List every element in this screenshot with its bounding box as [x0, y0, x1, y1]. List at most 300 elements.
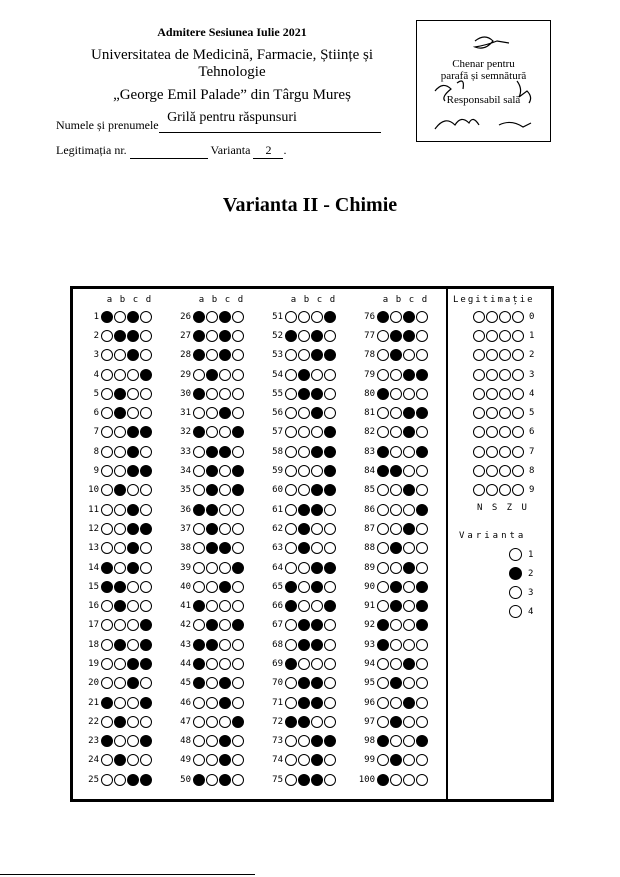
legitimation-bubble[interactable]	[473, 426, 485, 438]
answer-bubble-b[interactable]	[114, 311, 126, 323]
answer-bubble-a[interactable]	[285, 369, 297, 381]
answer-bubble-d[interactable]	[324, 311, 336, 323]
answer-bubble-b[interactable]	[390, 349, 402, 361]
answer-bubble-a[interactable]	[101, 504, 113, 516]
answer-bubble-c[interactable]	[403, 735, 415, 747]
answer-bubble-d[interactable]	[416, 369, 428, 381]
answer-bubble-d[interactable]	[140, 484, 152, 496]
legitimation-bubble[interactable]	[486, 426, 498, 438]
variant-bubble[interactable]	[509, 586, 522, 599]
answer-bubble-b[interactable]	[206, 388, 218, 400]
answer-bubble-c[interactable]	[127, 716, 139, 728]
legitimation-bubble[interactable]	[473, 330, 485, 342]
answer-bubble-b[interactable]	[114, 388, 126, 400]
answer-bubble-d[interactable]	[232, 369, 244, 381]
answer-bubble-b[interactable]	[206, 581, 218, 593]
answer-bubble-c[interactable]	[219, 581, 231, 593]
answer-bubble-d[interactable]	[324, 562, 336, 574]
answer-bubble-d[interactable]	[140, 754, 152, 766]
answer-bubble-b[interactable]	[206, 619, 218, 631]
answer-bubble-b[interactable]	[298, 523, 310, 535]
answer-bubble-d[interactable]	[416, 349, 428, 361]
answer-bubble-c[interactable]	[311, 311, 323, 323]
answer-bubble-d[interactable]	[416, 735, 428, 747]
answer-bubble-a[interactable]	[285, 774, 297, 786]
answer-bubble-b[interactable]	[390, 639, 402, 651]
answer-bubble-b[interactable]	[206, 349, 218, 361]
answer-bubble-c[interactable]	[403, 426, 415, 438]
answer-bubble-d[interactable]	[324, 639, 336, 651]
answer-bubble-a[interactable]	[377, 349, 389, 361]
answer-bubble-c[interactable]	[219, 388, 231, 400]
legitimation-bubble[interactable]	[499, 407, 511, 419]
answer-bubble-c[interactable]	[311, 600, 323, 612]
answer-bubble-c[interactable]	[127, 639, 139, 651]
legitimation-bubble[interactable]	[512, 446, 524, 458]
answer-bubble-b[interactable]	[114, 600, 126, 612]
answer-bubble-a[interactable]	[193, 330, 205, 342]
answer-bubble-d[interactable]	[232, 311, 244, 323]
answer-bubble-c[interactable]	[219, 407, 231, 419]
answer-bubble-b[interactable]	[298, 388, 310, 400]
answer-bubble-d[interactable]	[416, 446, 428, 458]
answer-bubble-d[interactable]	[324, 600, 336, 612]
answer-bubble-a[interactable]	[285, 465, 297, 477]
answer-bubble-b[interactable]	[114, 426, 126, 438]
answer-bubble-d[interactable]	[324, 426, 336, 438]
legitimation-bubble[interactable]	[499, 484, 511, 496]
answer-bubble-d[interactable]	[140, 407, 152, 419]
answer-bubble-d[interactable]	[416, 754, 428, 766]
answer-bubble-c[interactable]	[219, 697, 231, 709]
answer-bubble-c[interactable]	[403, 619, 415, 631]
name-field[interactable]	[56, 118, 381, 133]
answer-bubble-d[interactable]	[416, 600, 428, 612]
answer-bubble-c[interactable]	[403, 484, 415, 496]
answer-bubble-b[interactable]	[390, 697, 402, 709]
answer-bubble-c[interactable]	[403, 754, 415, 766]
answer-bubble-a[interactable]	[101, 562, 113, 574]
answer-bubble-d[interactable]	[324, 542, 336, 554]
legitimation-bubble[interactable]	[486, 369, 498, 381]
answer-bubble-a[interactable]	[377, 754, 389, 766]
answer-bubble-c[interactable]	[403, 716, 415, 728]
answer-bubble-a[interactable]	[193, 523, 205, 535]
answer-bubble-a[interactable]	[101, 311, 113, 323]
answer-bubble-c[interactable]	[127, 658, 139, 670]
answer-bubble-d[interactable]	[140, 716, 152, 728]
answer-bubble-d[interactable]	[140, 542, 152, 554]
answer-bubble-b[interactable]	[298, 619, 310, 631]
legitimation-bubble[interactable]	[512, 484, 524, 496]
answer-bubble-c[interactable]	[311, 581, 323, 593]
answer-bubble-a[interactable]	[377, 658, 389, 670]
answer-bubble-d[interactable]	[140, 504, 152, 516]
answer-bubble-b[interactable]	[390, 774, 402, 786]
answer-bubble-c[interactable]	[127, 754, 139, 766]
answer-bubble-a[interactable]	[101, 465, 113, 477]
answer-bubble-b[interactable]	[390, 754, 402, 766]
answer-bubble-b[interactable]	[298, 504, 310, 516]
answer-bubble-b[interactable]	[114, 774, 126, 786]
answer-bubble-c[interactable]	[311, 658, 323, 670]
answer-bubble-d[interactable]	[232, 581, 244, 593]
variant-value[interactable]: 2	[253, 143, 283, 159]
answer-bubble-d[interactable]	[416, 542, 428, 554]
answer-bubble-b[interactable]	[206, 311, 218, 323]
answer-bubble-a[interactable]	[101, 484, 113, 496]
answer-bubble-c[interactable]	[311, 562, 323, 574]
variant-bubble[interactable]	[509, 548, 522, 561]
legitimation-bubble[interactable]	[512, 407, 524, 419]
answer-bubble-d[interactable]	[324, 754, 336, 766]
answer-bubble-b[interactable]	[298, 677, 310, 689]
answer-bubble-b[interactable]	[390, 407, 402, 419]
answer-bubble-b[interactable]	[206, 369, 218, 381]
answer-bubble-c[interactable]	[403, 542, 415, 554]
answer-bubble-c[interactable]	[127, 735, 139, 747]
answer-bubble-d[interactable]	[232, 658, 244, 670]
answer-bubble-d[interactable]	[140, 581, 152, 593]
answer-bubble-c[interactable]	[127, 774, 139, 786]
answer-bubble-a[interactable]	[285, 697, 297, 709]
variant-bubble[interactable]	[509, 567, 522, 580]
answer-bubble-a[interactable]	[285, 677, 297, 689]
answer-bubble-c[interactable]	[219, 349, 231, 361]
answer-bubble-a[interactable]	[285, 484, 297, 496]
answer-bubble-b[interactable]	[298, 735, 310, 747]
legitimation-bubble[interactable]	[473, 446, 485, 458]
answer-bubble-b[interactable]	[206, 639, 218, 651]
answer-bubble-c[interactable]	[311, 523, 323, 535]
answer-bubble-b[interactable]	[114, 639, 126, 651]
answer-bubble-d[interactable]	[416, 311, 428, 323]
answer-bubble-c[interactable]	[127, 562, 139, 574]
answer-bubble-c[interactable]	[127, 465, 139, 477]
answer-bubble-d[interactable]	[140, 523, 152, 535]
answer-bubble-a[interactable]	[285, 523, 297, 535]
answer-bubble-c[interactable]	[403, 407, 415, 419]
answer-bubble-b[interactable]	[114, 369, 126, 381]
answer-bubble-c[interactable]	[403, 504, 415, 516]
answer-bubble-a[interactable]	[101, 774, 113, 786]
answer-bubble-d[interactable]	[324, 523, 336, 535]
answer-bubble-b[interactable]	[206, 504, 218, 516]
answer-bubble-b[interactable]	[390, 581, 402, 593]
answer-bubble-b[interactable]	[114, 735, 126, 747]
legitimation-bubble[interactable]	[473, 407, 485, 419]
answer-bubble-b[interactable]	[114, 581, 126, 593]
answer-bubble-a[interactable]	[285, 504, 297, 516]
answer-bubble-c[interactable]	[219, 330, 231, 342]
answer-bubble-c[interactable]	[127, 330, 139, 342]
answer-bubble-c[interactable]	[311, 639, 323, 651]
answer-bubble-b[interactable]	[206, 446, 218, 458]
answer-bubble-d[interactable]	[416, 562, 428, 574]
answer-bubble-d[interactable]	[140, 658, 152, 670]
legitimation-bubble[interactable]	[486, 446, 498, 458]
answer-bubble-a[interactable]	[193, 735, 205, 747]
answer-bubble-a[interactable]	[285, 426, 297, 438]
answer-bubble-a[interactable]	[193, 484, 205, 496]
answer-bubble-b[interactable]	[390, 677, 402, 689]
answer-bubble-b[interactable]	[298, 581, 310, 593]
answer-bubble-d[interactable]	[232, 330, 244, 342]
answer-bubble-d[interactable]	[324, 504, 336, 516]
answer-bubble-a[interactable]	[285, 658, 297, 670]
answer-bubble-a[interactable]	[285, 639, 297, 651]
answer-bubble-d[interactable]	[232, 716, 244, 728]
answer-bubble-b[interactable]	[390, 330, 402, 342]
answer-bubble-a[interactable]	[377, 311, 389, 323]
answer-bubble-b[interactable]	[206, 754, 218, 766]
answer-bubble-d[interactable]	[232, 677, 244, 689]
answer-bubble-d[interactable]	[416, 658, 428, 670]
legitimation-bubble[interactable]	[512, 426, 524, 438]
answer-bubble-c[interactable]	[127, 426, 139, 438]
answer-bubble-c[interactable]	[311, 484, 323, 496]
answer-bubble-b[interactable]	[114, 504, 126, 516]
answer-bubble-a[interactable]	[377, 388, 389, 400]
answer-bubble-c[interactable]	[311, 677, 323, 689]
answer-bubble-c[interactable]	[219, 677, 231, 689]
legitimation-bubble[interactable]	[499, 426, 511, 438]
answer-bubble-c[interactable]	[403, 697, 415, 709]
answer-bubble-b[interactable]	[390, 484, 402, 496]
answer-bubble-a[interactable]	[193, 542, 205, 554]
answer-bubble-c[interactable]	[403, 600, 415, 612]
answer-bubble-c[interactable]	[219, 523, 231, 535]
answer-bubble-a[interactable]	[377, 484, 389, 496]
answer-bubble-d[interactable]	[232, 774, 244, 786]
answer-bubble-d[interactable]	[140, 677, 152, 689]
answer-bubble-c[interactable]	[311, 754, 323, 766]
answer-bubble-b[interactable]	[298, 446, 310, 458]
legitimation-bubble[interactable]	[473, 465, 485, 477]
answer-bubble-c[interactable]	[403, 677, 415, 689]
answer-bubble-c[interactable]	[311, 426, 323, 438]
answer-bubble-d[interactable]	[416, 697, 428, 709]
name-input[interactable]	[159, 120, 381, 133]
answer-bubble-a[interactable]	[193, 465, 205, 477]
answer-bubble-d[interactable]	[140, 330, 152, 342]
answer-bubble-d[interactable]	[232, 465, 244, 477]
answer-bubble-c[interactable]	[219, 658, 231, 670]
legitimation-bubble[interactable]	[473, 484, 485, 496]
answer-bubble-a[interactable]	[101, 697, 113, 709]
answer-bubble-a[interactable]	[377, 407, 389, 419]
answer-bubble-d[interactable]	[416, 774, 428, 786]
answer-bubble-c[interactable]	[219, 716, 231, 728]
answer-bubble-c[interactable]	[127, 600, 139, 612]
answer-bubble-b[interactable]	[114, 407, 126, 419]
answer-bubble-a[interactable]	[377, 619, 389, 631]
answer-bubble-b[interactable]	[298, 562, 310, 574]
legitimation-bubble[interactable]	[473, 311, 485, 323]
answer-bubble-a[interactable]	[193, 774, 205, 786]
answer-bubble-a[interactable]	[101, 716, 113, 728]
answer-bubble-d[interactable]	[416, 388, 428, 400]
answer-bubble-b[interactable]	[390, 426, 402, 438]
answer-bubble-c[interactable]	[219, 735, 231, 747]
answer-bubble-d[interactable]	[416, 484, 428, 496]
answer-bubble-c[interactable]	[311, 697, 323, 709]
answer-bubble-a[interactable]	[285, 330, 297, 342]
answer-bubble-c[interactable]	[403, 581, 415, 593]
answer-bubble-c[interactable]	[403, 562, 415, 574]
answer-bubble-a[interactable]	[285, 446, 297, 458]
answer-bubble-a[interactable]	[101, 523, 113, 535]
answer-bubble-d[interactable]	[140, 562, 152, 574]
answer-bubble-c[interactable]	[403, 639, 415, 651]
answer-bubble-b[interactable]	[298, 774, 310, 786]
legitimation-bubble[interactable]	[499, 465, 511, 477]
answer-bubble-b[interactable]	[298, 349, 310, 361]
answer-bubble-a[interactable]	[101, 619, 113, 631]
answer-bubble-a[interactable]	[377, 600, 389, 612]
answer-bubble-a[interactable]	[193, 697, 205, 709]
answer-bubble-a[interactable]	[101, 581, 113, 593]
answer-bubble-b[interactable]	[206, 407, 218, 419]
answer-bubble-b[interactable]	[206, 658, 218, 670]
answer-bubble-a[interactable]	[377, 523, 389, 535]
answer-bubble-d[interactable]	[324, 658, 336, 670]
answer-bubble-c[interactable]	[219, 446, 231, 458]
legitimation-bubble[interactable]	[486, 311, 498, 323]
answer-bubble-d[interactable]	[324, 446, 336, 458]
answer-bubble-a[interactable]	[101, 639, 113, 651]
answer-bubble-c[interactable]	[311, 619, 323, 631]
answer-bubble-a[interactable]	[285, 735, 297, 747]
answer-bubble-a[interactable]	[377, 639, 389, 651]
answer-bubble-c[interactable]	[219, 484, 231, 496]
answer-bubble-a[interactable]	[193, 658, 205, 670]
answer-bubble-c[interactable]	[311, 388, 323, 400]
answer-bubble-b[interactable]	[298, 330, 310, 342]
answer-bubble-b[interactable]	[206, 677, 218, 689]
answer-bubble-c[interactable]	[127, 311, 139, 323]
answer-bubble-b[interactable]	[390, 446, 402, 458]
answer-bubble-c[interactable]	[403, 369, 415, 381]
answer-bubble-c[interactable]	[219, 619, 231, 631]
answer-bubble-a[interactable]	[101, 677, 113, 689]
answer-bubble-b[interactable]	[206, 542, 218, 554]
answer-bubble-d[interactable]	[140, 774, 152, 786]
answer-bubble-d[interactable]	[416, 677, 428, 689]
answer-bubble-a[interactable]	[101, 754, 113, 766]
answer-bubble-d[interactable]	[232, 562, 244, 574]
answer-bubble-b[interactable]	[390, 369, 402, 381]
answer-bubble-a[interactable]	[377, 446, 389, 458]
answer-bubble-c[interactable]	[311, 465, 323, 477]
answer-bubble-b[interactable]	[206, 426, 218, 438]
legitimation-bubble[interactable]	[512, 349, 524, 361]
answer-bubble-d[interactable]	[324, 465, 336, 477]
answer-bubble-a[interactable]	[285, 349, 297, 361]
answer-bubble-d[interactable]	[324, 484, 336, 496]
answer-bubble-a[interactable]	[101, 388, 113, 400]
legitimation-bubble[interactable]	[512, 311, 524, 323]
answer-bubble-b[interactable]	[390, 735, 402, 747]
answer-bubble-d[interactable]	[140, 349, 152, 361]
answer-bubble-c[interactable]	[127, 677, 139, 689]
answer-bubble-b[interactable]	[114, 523, 126, 535]
answer-bubble-c[interactable]	[127, 581, 139, 593]
answer-bubble-b[interactable]	[114, 697, 126, 709]
answer-bubble-c[interactable]	[219, 562, 231, 574]
answer-bubble-d[interactable]	[232, 639, 244, 651]
answer-bubble-c[interactable]	[127, 369, 139, 381]
answer-bubble-a[interactable]	[193, 388, 205, 400]
answer-bubble-c[interactable]	[219, 369, 231, 381]
answer-bubble-c[interactable]	[219, 311, 231, 323]
answer-bubble-b[interactable]	[390, 562, 402, 574]
answer-bubble-b[interactable]	[390, 504, 402, 516]
answer-bubble-c[interactable]	[127, 349, 139, 361]
answer-bubble-c[interactable]	[311, 504, 323, 516]
answer-bubble-d[interactable]	[324, 716, 336, 728]
answer-bubble-d[interactable]	[232, 735, 244, 747]
answer-bubble-b[interactable]	[390, 619, 402, 631]
answer-bubble-d[interactable]	[416, 465, 428, 477]
answer-bubble-a[interactable]	[377, 697, 389, 709]
answer-bubble-b[interactable]	[206, 523, 218, 535]
legitimation-bubble[interactable]	[512, 388, 524, 400]
answer-bubble-c[interactable]	[219, 465, 231, 477]
answer-bubble-c[interactable]	[311, 349, 323, 361]
answer-bubble-a[interactable]	[285, 311, 297, 323]
answer-bubble-a[interactable]	[377, 735, 389, 747]
answer-bubble-d[interactable]	[232, 388, 244, 400]
answer-bubble-b[interactable]	[390, 716, 402, 728]
answer-bubble-b[interactable]	[114, 677, 126, 689]
answer-bubble-d[interactable]	[140, 369, 152, 381]
answer-bubble-d[interactable]	[140, 735, 152, 747]
answer-bubble-b[interactable]	[114, 465, 126, 477]
answer-bubble-b[interactable]	[114, 349, 126, 361]
answer-bubble-d[interactable]	[140, 311, 152, 323]
answer-bubble-b[interactable]	[390, 388, 402, 400]
answer-bubble-a[interactable]	[101, 426, 113, 438]
answer-bubble-d[interactable]	[324, 619, 336, 631]
answer-bubble-b[interactable]	[298, 369, 310, 381]
answer-bubble-d[interactable]	[416, 330, 428, 342]
answer-bubble-d[interactable]	[140, 446, 152, 458]
answer-bubble-d[interactable]	[232, 619, 244, 631]
answer-bubble-b[interactable]	[206, 716, 218, 728]
answer-bubble-b[interactable]	[298, 311, 310, 323]
answer-bubble-a[interactable]	[285, 600, 297, 612]
answer-bubble-b[interactable]	[390, 523, 402, 535]
answer-bubble-d[interactable]	[232, 446, 244, 458]
answer-bubble-c[interactable]	[403, 774, 415, 786]
legitimation-bubble[interactable]	[486, 349, 498, 361]
answer-bubble-d[interactable]	[416, 523, 428, 535]
legitimation-bubble[interactable]	[499, 311, 511, 323]
answer-bubble-a[interactable]	[101, 349, 113, 361]
legitimation-input[interactable]	[130, 146, 208, 159]
answer-bubble-c[interactable]	[219, 600, 231, 612]
answer-bubble-c[interactable]	[127, 619, 139, 631]
answer-bubble-b[interactable]	[298, 639, 310, 651]
answer-bubble-a[interactable]	[193, 619, 205, 631]
answer-bubble-b[interactable]	[298, 658, 310, 670]
answer-bubble-a[interactable]	[285, 716, 297, 728]
answer-bubble-b[interactable]	[390, 658, 402, 670]
answer-bubble-a[interactable]	[377, 716, 389, 728]
answer-bubble-c[interactable]	[311, 735, 323, 747]
answer-bubble-b[interactable]	[298, 484, 310, 496]
